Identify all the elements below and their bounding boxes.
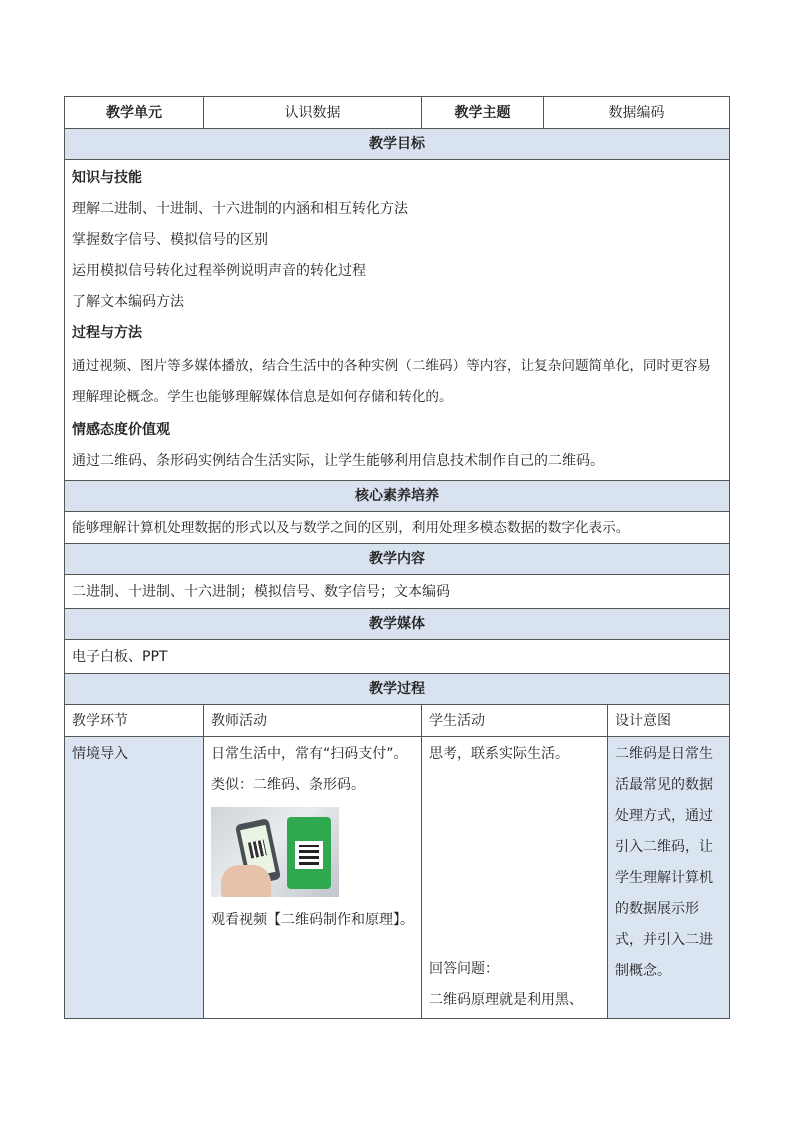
topic-label: 教学主题	[422, 97, 544, 129]
teacher-line: 日常生活中，常有“扫码支付”。	[211, 746, 408, 762]
media-title: 教学媒体	[65, 609, 730, 640]
process-method-text: 通过视频、图片等多媒体播放，结合生活中的各种实例（二维码）等内容，让复杂问题简单化，同时更容易理解理论概念。学生也能够理解媒体信息是如何存储和转化的。	[72, 358, 711, 405]
col-intent: 设计意图	[608, 705, 730, 737]
unit-label: 教学单元	[65, 97, 204, 129]
stage-cell	[65, 737, 204, 1019]
student-cell	[422, 737, 608, 1019]
intent-text: 二维码是日常生活最常见的数据处理方式，通过引入二维码，让学生理解计算机的数据展示形式，并引入二进制概念。	[615, 746, 713, 979]
knowledge-item: 了解文本编码方法	[72, 294, 184, 310]
hand-graphic	[221, 865, 271, 897]
teacher-line: 类似：二维码、条形码。	[211, 777, 365, 793]
qr-card-graphic	[287, 817, 331, 889]
student-answer-text: 二维码原理就是利用黑、	[429, 992, 583, 1008]
header-row	[65, 97, 730, 129]
student-answer-label: 回答问题：	[429, 961, 499, 977]
objectives-body	[65, 160, 730, 481]
content-text: 二进制、十进制、十六进制；模拟信号、数字信号；文本编码	[65, 575, 730, 609]
topic-value: 数据编码	[544, 97, 730, 129]
process-header-row	[65, 705, 730, 737]
student-think: 思考，联系实际生活。	[429, 746, 569, 762]
knowledge-item: 掌握数字信号、模拟信号的区别	[72, 232, 268, 248]
col-student: 学生活动	[422, 705, 608, 737]
process-row	[65, 737, 730, 1019]
emotion-text: 通过二维码、条形码实例结合生活实际，让学生能够利用信息技术制作自己的二维码。	[72, 453, 604, 469]
process-title: 教学过程	[65, 674, 730, 705]
objectives-title: 教学目标	[65, 129, 730, 160]
knowledge-item: 运用模拟信号转化过程举例说明声音的转化过程	[72, 263, 366, 279]
teacher-cell	[204, 737, 422, 1019]
col-teacher: 教师活动	[204, 705, 422, 737]
media-text: 电子白板、PPT	[65, 640, 730, 674]
core-text: 能够理解计算机处理数据的形式以及与数学之间的区别，利用处理多模态数据的数字化表示。	[65, 512, 730, 544]
content-title: 教学内容	[65, 544, 730, 575]
knowledge-title: 知识与技能	[72, 170, 142, 186]
knowledge-item: 理解二进制、十进制、十六进制的内涵和相互转化方法	[72, 201, 408, 217]
core-title: 核心素养培养	[65, 481, 730, 512]
lesson-plan-page	[64, 96, 729, 1019]
intent-cell	[608, 737, 730, 1019]
emotion-title: 情感态度价值观	[72, 422, 170, 438]
qr-payment-photo	[211, 807, 339, 897]
teacher-video: 观看视频【二维码制作和原理】。	[211, 912, 414, 928]
process-method-title: 过程与方法	[72, 325, 142, 341]
lesson-plan-table	[64, 96, 730, 1019]
stage-text: 情境导入	[72, 746, 128, 762]
unit-value: 认识数据	[204, 97, 422, 129]
col-stage: 教学环节	[65, 705, 204, 737]
